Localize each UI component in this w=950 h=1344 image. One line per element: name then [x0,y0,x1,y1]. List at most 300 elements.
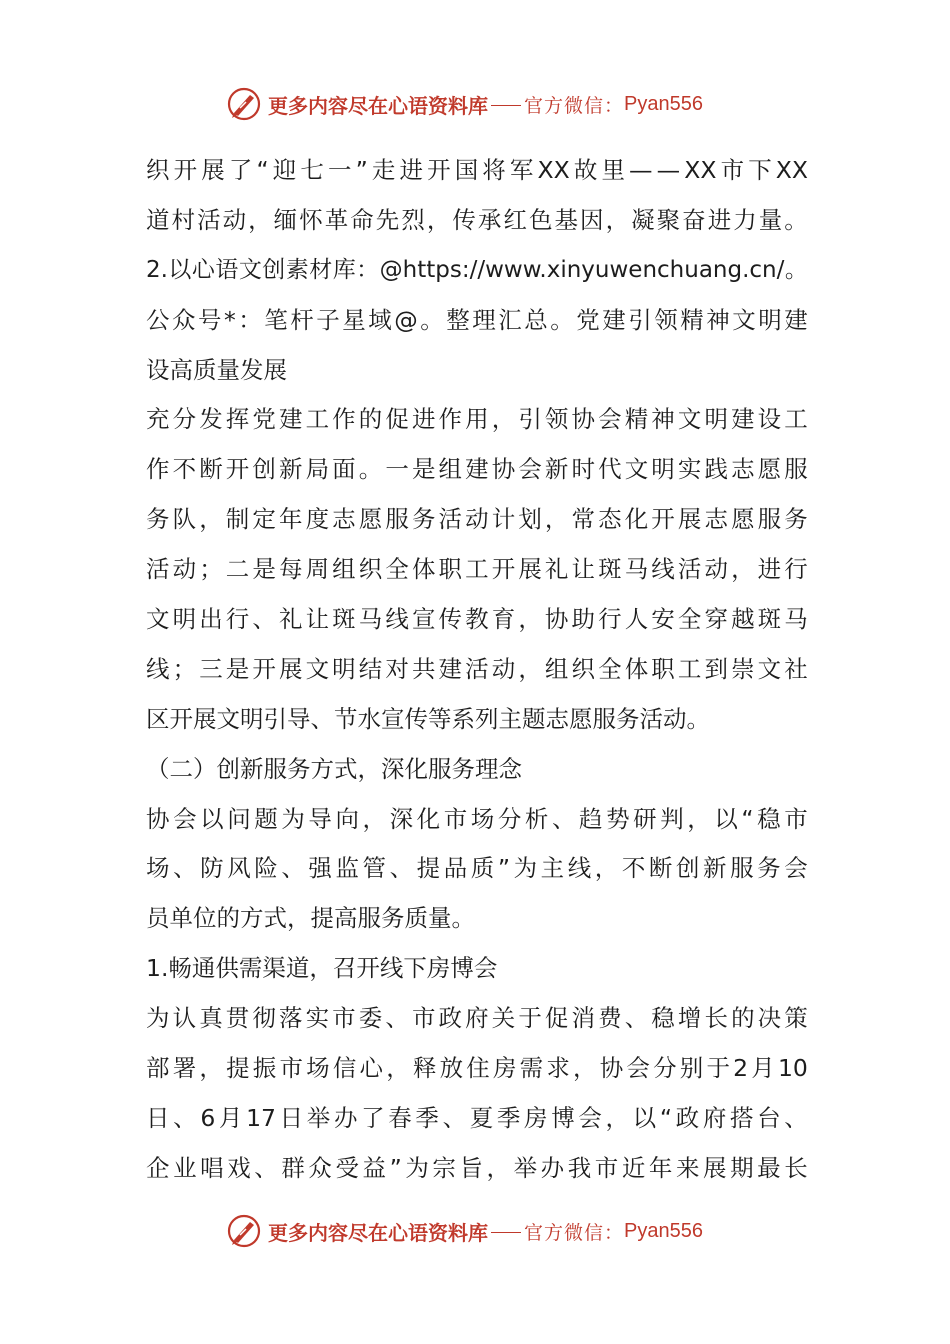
line-glyph: 职 [651,654,675,683]
line-glyph: 、 [254,1153,278,1182]
line-glyph: 最 [757,1153,781,1182]
line-glyph: 全 [385,555,409,584]
line-glyph: 走 [371,156,396,184]
line-glyph: 举 [306,1103,331,1132]
line-glyph: 文 [305,654,330,683]
line-glyph: 戏 [227,1153,251,1182]
line-glyph: 研 [633,804,657,833]
line-glyph: 动 [172,555,197,584]
line-glyph: 引 [518,405,542,434]
line-glyph: 总 [524,305,548,334]
line-glyph: 以 [200,804,224,833]
line-glyph: 工 [305,405,330,434]
line-glyph: 织 [146,156,170,184]
line-glyph: 长 [704,1004,728,1033]
line-glyph: ， [605,205,630,234]
line-glyph: 材 [309,256,333,283]
line-glyph: 开 [651,505,675,534]
line-glyph: 力 [733,205,757,234]
line-glyph: 明 [172,605,197,634]
line-glyph: 共 [411,654,436,683]
line-glyph: 安 [651,605,675,634]
line-glyph: 促 [385,405,409,434]
line-glyph: ， [248,205,272,234]
text-line [146,146,808,196]
line-glyph: 群 [281,1153,305,1182]
line-glyph: 认 [172,1004,197,1033]
line-glyph: 稳 [651,1004,675,1033]
line-glyph: 博 [551,1103,575,1132]
line-glyph: 一 [385,455,409,484]
line-glyph: 促 [544,1004,569,1033]
line-glyph: 七 [300,156,324,184]
line-glyph: 文 [624,455,649,484]
line-glyph: 整 [446,305,470,334]
line-glyph: 稳 [757,804,781,833]
line-glyph: 决 [757,1004,782,1033]
line-glyph: 新 [278,455,303,484]
line-glyph: 是 [252,555,276,584]
text-line [146,1094,808,1144]
line-glyph: 开 [491,555,516,584]
line-glyph: 体 [411,555,436,584]
line-glyph: 域 [368,305,392,334]
line-glyph: ： [356,256,380,283]
line-glyph: 、 [442,1103,467,1132]
line-glyph: ， [199,505,223,534]
line-glyph: 会 [518,455,542,484]
line-glyph: 服 [784,455,808,484]
line-glyph: 真 [199,1004,223,1033]
line-glyph: 计 [491,505,516,534]
line-glyph: 搭 [729,1103,754,1132]
line-glyph: 线 [651,555,675,584]
line-glyph: 行 [598,605,622,634]
line-glyph: 监 [335,854,359,883]
line-glyph: 开 [225,455,250,484]
line-glyph: 业 [173,1153,197,1182]
line-glyph: 愿 [358,505,383,534]
line-glyph: 出 [199,605,223,634]
line-text: 设高质量发展 [146,355,287,384]
line-glyph: 领 [654,305,678,334]
line-glyph: 近 [621,1153,646,1182]
line-glyph: 季 [415,1103,439,1132]
line-glyph: 析 [524,804,549,833]
line-text: 1.畅通供需渠道，召开线下房博会 [146,954,498,983]
line-glyph: 彻 [252,1004,276,1033]
line-glyph: 断 [199,455,223,484]
line-glyph: ； [199,555,223,584]
line-glyph: 传 [452,205,476,234]
line-glyph: 2. [146,256,168,283]
line-glyph: ， [362,804,386,833]
line-glyph: 费 [598,1004,622,1033]
line-glyph: 号 [198,305,222,334]
line-glyph: 以 [632,1103,657,1132]
line-glyph: 志 [332,505,356,534]
text-line [146,844,808,894]
line-glyph: 化 [624,505,649,534]
line-glyph: 开 [252,654,276,683]
line-glyph: 我 [567,1153,592,1182]
line-glyph: 建 [438,654,463,683]
line-glyph: 基 [554,205,578,234]
line-glyph: 开 [427,156,451,184]
banner-wechat-label: 官方微信： [524,1221,625,1244]
line-glyph: 放 [439,1054,464,1083]
line-glyph: 时 [571,455,595,484]
line-glyph: 为 [281,804,305,833]
line-glyph: 场 [470,804,495,833]
line-glyph: XX [684,156,717,184]
line-glyph: 到 [704,654,728,683]
line-glyph: 公 [146,305,170,334]
text-line [146,545,808,595]
line-glyph: 理 [472,305,496,334]
line-glyph: 别 [679,1054,704,1083]
line-glyph: ， [426,205,451,234]
line-glyph: 是 [225,654,250,683]
text-line [146,595,808,645]
line-glyph: 势 [606,804,630,833]
line-glyph: 斑 [332,605,356,634]
line-glyph: 活 [438,505,463,534]
text-line [146,795,808,845]
line-glyph: 题 [254,804,278,833]
line-glyph: 受 [335,1153,359,1182]
line-glyph: 展 [518,555,542,584]
line-glyph: 务 [757,854,781,883]
line-glyph: ， [491,405,516,434]
line-glyph: 台 [757,1103,781,1132]
banner-site-name: 更多内容尽在心语资料库 [268,1220,488,1245]
line-glyph: 心 [359,1054,383,1083]
line-glyph: 质 [470,854,495,883]
line-glyph: 展 [677,505,702,534]
line-glyph: 为 [146,1004,170,1033]
line-glyph: 队 [172,505,197,534]
line-glyph: 文 [238,256,262,283]
line-glyph: 迎 [272,156,297,184]
line-glyph: 局 [305,455,330,484]
line-glyph: 文 [146,605,170,634]
line-glyph: 趋 [579,804,603,833]
line-glyph: 凝 [631,205,655,234]
line-glyph: 会 [626,1054,650,1083]
line-text: （二）创新服务方式，深化服务理念 [146,754,522,783]
line-glyph: 为 [405,1153,429,1182]
line-glyph: * [224,305,236,334]
banner-dash [491,105,521,106]
line-glyph: 助 [571,605,595,634]
line-glyph: 防 [200,854,224,883]
line-glyph: 故 [573,156,598,184]
line-glyph: 是 [411,455,436,484]
line-glyph: 月 [218,1103,243,1132]
line-glyph: 会 [784,854,808,883]
line-glyph: 办 [333,1103,358,1132]
line-glyph: 怀 [299,205,323,234]
line-glyph: 下 [748,156,772,184]
footer-banner [226,1211,703,1251]
line-glyph: 服 [730,854,754,883]
line-glyph: 提 [416,854,441,883]
line-glyph: 、 [784,1103,808,1132]
text-line [146,695,808,745]
line-glyph: 益 [362,1153,386,1182]
line-glyph: 。 [550,305,574,334]
line-glyph: 众 [172,305,196,334]
line-glyph: 求 [546,1054,570,1083]
banner-wechat-label: 官方微信： [524,94,625,117]
line-glyph: ： [238,305,262,334]
line-glyph: 心 [191,256,215,283]
line-glyph: 关 [491,1004,516,1033]
line-glyph: 。 [358,455,383,484]
line-glyph: 日 [279,1103,304,1132]
line-glyph: 志 [704,505,728,534]
line-glyph: 愿 [757,455,782,484]
line-glyph: 建 [784,305,808,334]
line-glyph: 提 [226,1054,250,1083]
line-glyph: 、 [551,804,576,833]
line-glyph: XX [775,156,808,184]
line-glyph: — [656,156,681,184]
line-glyph: 将 [482,156,506,184]
line-glyph: 线 [146,654,170,683]
line-glyph: 库 [332,256,356,283]
line-glyph: 礼 [278,605,303,634]
line-glyph: 量 [758,205,783,234]
line-glyph: 用 [465,405,489,434]
line-glyph: 作 [332,405,356,434]
pen-logo-icon [226,1213,262,1249]
line-glyph: 导 [308,804,332,833]
line-glyph: 挥 [225,405,250,434]
line-glyph: 唱 [200,1153,224,1182]
line-glyph: 先 [375,205,400,234]
line-glyph: 的 [358,405,383,434]
line-glyph: 旨 [459,1153,483,1182]
line-glyph: 因 [580,205,604,234]
line-glyph: 精 [680,305,704,334]
text-line [146,346,808,396]
line-glyph: 问 [227,804,251,833]
line-glyph: 房 [524,1103,548,1132]
line-glyph: 建 [602,305,626,334]
line-glyph: 文 [677,405,702,434]
line-glyph: 创 [675,854,700,883]
line-glyph: 穿 [704,605,728,634]
text-line [146,395,808,445]
line-glyph: 愿 [731,505,755,534]
line-glyph: 了 [361,1103,385,1132]
line-glyph: 结 [358,654,383,683]
line-glyph: 府 [702,1103,727,1132]
line-glyph: ” [389,1153,402,1182]
line-glyph: 会 [578,1103,602,1132]
line-glyph: 房 [492,1054,517,1083]
line-glyph: 品 [443,854,468,883]
line-glyph: 、 [624,1004,649,1033]
line-glyph: 部 [146,1054,170,1083]
line-glyph: 协 [571,405,595,434]
line-glyph: 市 [784,804,808,833]
line-glyph: 马 [358,605,383,634]
line-glyph: 分 [172,405,197,434]
line-glyph: 展 [703,1153,727,1182]
line-glyph: 进 [411,405,436,434]
line-glyph: 政 [438,1004,463,1033]
line-glyph: 周 [305,555,330,584]
text-line [146,994,808,1044]
line-glyph: 创 [262,256,286,283]
line-glyph: 明 [651,455,675,484]
line-glyph: 度 [305,505,330,534]
line-glyph: 需 [519,1054,544,1083]
line-glyph: 文 [732,305,756,334]
header-banner [226,84,703,124]
line-glyph: 场 [146,854,170,883]
line-glyph: 斑 [598,555,622,584]
line-glyph: 务 [411,505,436,534]
line-glyph: 组 [544,654,569,683]
line-glyph: 缅 [273,205,298,234]
line-glyph: 常 [571,505,595,534]
line-glyph: 面 [332,455,356,484]
line-glyph: 、 [173,854,197,883]
line-glyph: 主 [540,854,565,883]
line-glyph: 划 [518,505,542,534]
line-glyph: 动 [491,654,516,683]
line-glyph: 织 [571,654,595,683]
banner-site-name: 更多内容尽在心语资料库 [268,93,488,118]
line-glyph: 体 [624,654,649,683]
line-glyph: 活 [146,555,170,584]
line-glyph: 全 [677,605,702,634]
line-glyph: “ [256,156,269,184]
line-glyph: 奋 [682,205,706,234]
line-glyph: 季 [496,1103,521,1132]
line-glyph: 领 [544,405,569,434]
line-glyph: “ [659,1103,673,1132]
line-glyph: 市 [594,1153,619,1182]
line-glyph: 聚 [656,205,681,234]
line-glyph: ， [386,1054,410,1083]
line-glyph: 组 [332,555,356,584]
line-glyph: 活 [677,555,702,584]
line-glyph: 作 [438,405,463,434]
line-glyph: 实 [305,1004,330,1033]
line-glyph: 建 [465,455,489,484]
line-glyph: 期 [730,1153,754,1182]
line-glyph: 活 [465,654,489,683]
line-glyph: 二 [225,555,250,584]
line-glyph: 17 [246,1103,276,1132]
line-glyph: 释 [412,1054,437,1083]
line-glyph: 神 [706,305,730,334]
line-glyph: 年 [278,505,303,534]
line-glyph: 工 [784,405,808,434]
line-glyph: 烈 [401,205,425,234]
line-glyph: 展 [278,654,303,683]
line-glyph: 明 [758,305,782,334]
line-glyph: 委 [358,1004,383,1033]
line-glyph: 斑 [757,605,782,634]
line-glyph: 文 [757,654,782,683]
line-glyph: 贯 [225,1004,250,1033]
text-line [146,894,808,944]
line-glyph: 强 [308,854,332,883]
line-glyph: 断 [648,854,673,883]
line-glyph: 深 [389,804,414,833]
line-glyph: 工 [465,555,489,584]
line-glyph: ， [199,1054,223,1083]
line-glyph: 展 [201,156,225,184]
line-glyph: 会 [173,804,197,833]
text-line [146,495,808,545]
line-glyph: 。 [420,305,444,334]
line-text: 员单位的方式，提高服务质量。 [146,904,475,933]
line-glyph: ” [355,156,368,184]
line-glyph: 策 [784,1004,808,1033]
line-glyph: 党 [252,405,276,434]
line-glyph: 的 [731,1004,755,1033]
text-line [146,944,808,994]
line-glyph: 务 [784,505,808,534]
line-glyph: 动 [465,505,489,534]
line-glyph: 不 [621,854,646,883]
line-glyph: 分 [497,804,522,833]
line-glyph: 开 [173,156,198,184]
line-glyph: 设 [757,405,782,434]
line-glyph: 众 [308,1153,332,1182]
line-glyph: 织 [358,555,383,584]
line-glyph: 了 [228,156,253,184]
line-glyph: 进 [757,555,782,584]
line-glyph: 明 [704,405,728,434]
line-glyph: 军 [509,156,534,184]
line-glyph: 活 [197,205,221,234]
line-glyph: 践 [704,455,728,484]
line-glyph: 、 [252,605,276,634]
line-glyph: 于 [706,1054,730,1083]
line-glyph: 作 [146,455,170,484]
text-line [146,1144,808,1194]
line-glyph: 汇 [498,305,522,334]
line-glyph: 宗 [432,1153,456,1182]
line-glyph: 夏 [469,1103,494,1132]
line-glyph: 月 [751,1054,775,1083]
line-glyph: 落 [278,1004,303,1033]
line-glyph: 春 [388,1103,412,1132]
line-glyph: 以 [168,256,192,283]
line-glyph: 进 [399,156,423,184]
line-glyph: ， [573,1054,597,1083]
line-glyph: 振 [252,1054,277,1083]
line-glyph: 新 [544,455,569,484]
line-glyph: 星 [342,305,366,334]
line-glyph: 神 [651,405,675,434]
line-glyph: 2 [733,1054,749,1083]
line-glyph: 育 [491,605,516,634]
line-glyph: 为 [513,854,538,883]
line-glyph: 国 [454,156,479,184]
line-glyph: ， [731,555,755,584]
line-glyph: 宣 [411,605,436,634]
line-glyph: 命 [350,205,374,234]
